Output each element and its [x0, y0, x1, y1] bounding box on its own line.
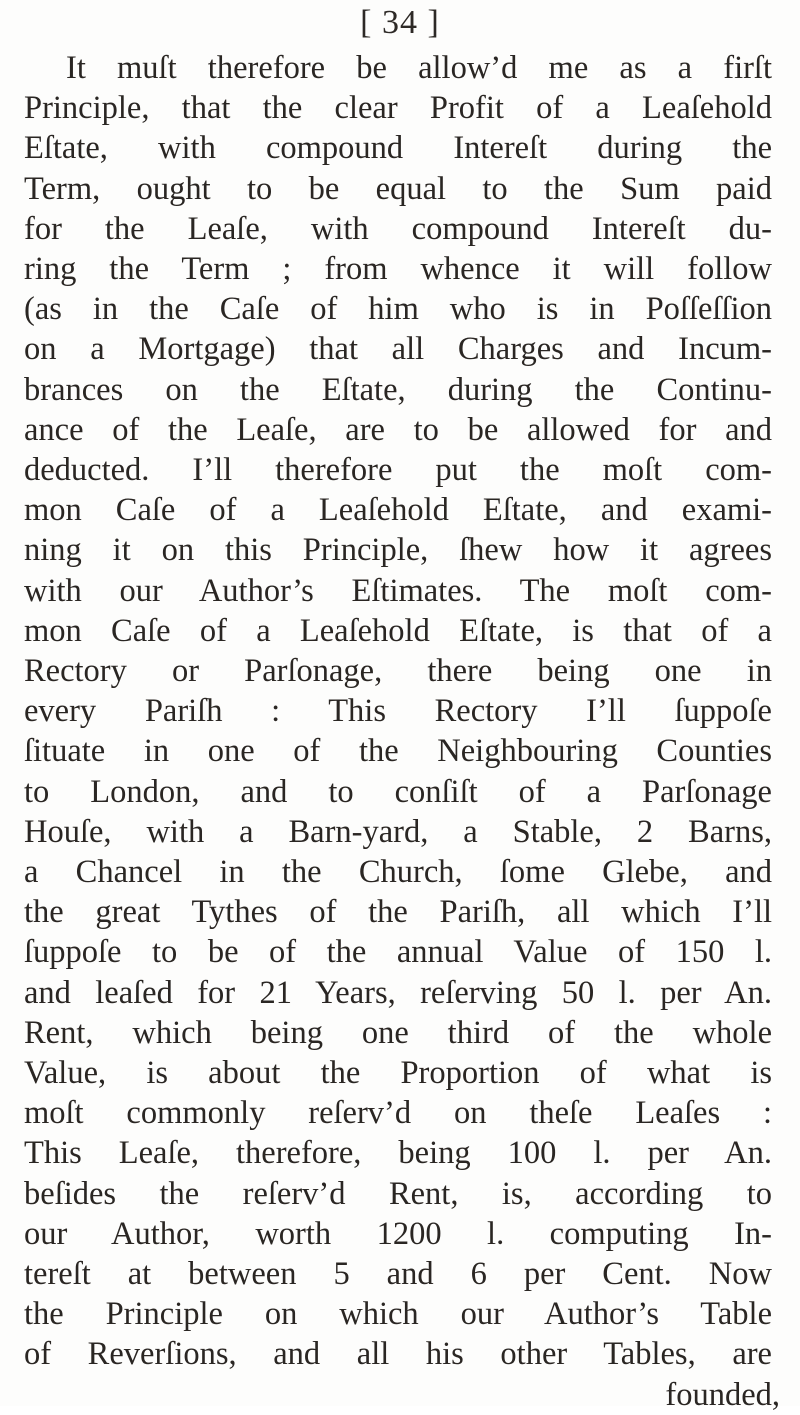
text-line: (as in the Caſe of him who is in Poſſeſſion: [24, 291, 772, 328]
text-line: for the Leaſe, with compound Intereſt du-: [24, 210, 772, 247]
text-line: Value, is about the Proportion of what is: [24, 1055, 772, 1091]
text-line: It muſt therefore be allow’d me as a firſt: [66, 50, 772, 86]
text-line: Rent, which being one third of the whole: [24, 1014, 772, 1051]
text-line: beſides the reſerv’d Rent, is, according to: [24, 1175, 772, 1212]
text-line: brances on the Eſtate, during the Continu-: [24, 371, 772, 408]
catchword: founded,: [665, 1376, 780, 1413]
text-line: ſituate in one of the Neighbouring Counties: [24, 733, 772, 770]
text-line: ning it on this Principle, ſhew how it agrees: [24, 532, 772, 569]
text-line: mon Caſe of a Leaſehold Eſtate, and exami-: [24, 492, 772, 529]
text-line: ance of the Leaſe, are to be allowed for and: [24, 411, 772, 448]
text-line: tereſt at between 5 and 6 per Cent. Now: [24, 1256, 772, 1292]
text-line: mon Caſe of a Leaſehold Eſtate, is that of a: [24, 612, 772, 649]
text-line: ſuppoſe to be of the annual Value of 150 l.: [24, 934, 772, 971]
text-line: to London, and to conſiſt of a Parſonage: [24, 773, 772, 810]
text-line: deducted. I’ll therefore put the moſt com-: [24, 452, 772, 488]
text-line: Principle, that the clear Profit of a Leaſehold: [24, 90, 772, 127]
text-line: the great Tythes of the Pariſh, all which I’ll: [24, 894, 772, 931]
text-line: our Author, worth 1200 l. computing In-: [24, 1215, 772, 1252]
text-line: Eſtate, with compound Intereſt during the: [24, 130, 772, 167]
text-line: Rectory or Parſonage, there being one in: [24, 653, 772, 689]
text-line: of Reverſions, and all his other Tables, are: [24, 1336, 772, 1373]
text-line: moſt commonly reſerv’d on theſe Leaſes :: [24, 1095, 772, 1132]
text-line: This Leaſe, therefore, being 100 l. per An.: [24, 1135, 772, 1172]
text-line: every Pariſh : This Rectory I’ll ſuppoſe: [24, 693, 772, 730]
text-line: Houſe, with a Barn-yard, a Stable, 2 Barns,: [24, 813, 772, 850]
text-line: a Chancel in the Church, ſome Glebe, and: [24, 854, 772, 890]
text-line: on a Mortgage) that all Charges and Incum-: [24, 331, 772, 368]
page-number: [ 34 ]: [360, 4, 440, 41]
text-line: Term, ought to be equal to the Sum paid: [24, 170, 772, 207]
text-line: the Principle on which our Author’s Table: [24, 1296, 772, 1333]
text-line: ring the Term ; from whence it will follow: [24, 251, 772, 287]
text-line: and leaſed for 21 Years, reſerving 50 l. per An.: [24, 974, 772, 1011]
text-line: with our Author’s Eſtimates. The moſt com-: [24, 572, 772, 609]
